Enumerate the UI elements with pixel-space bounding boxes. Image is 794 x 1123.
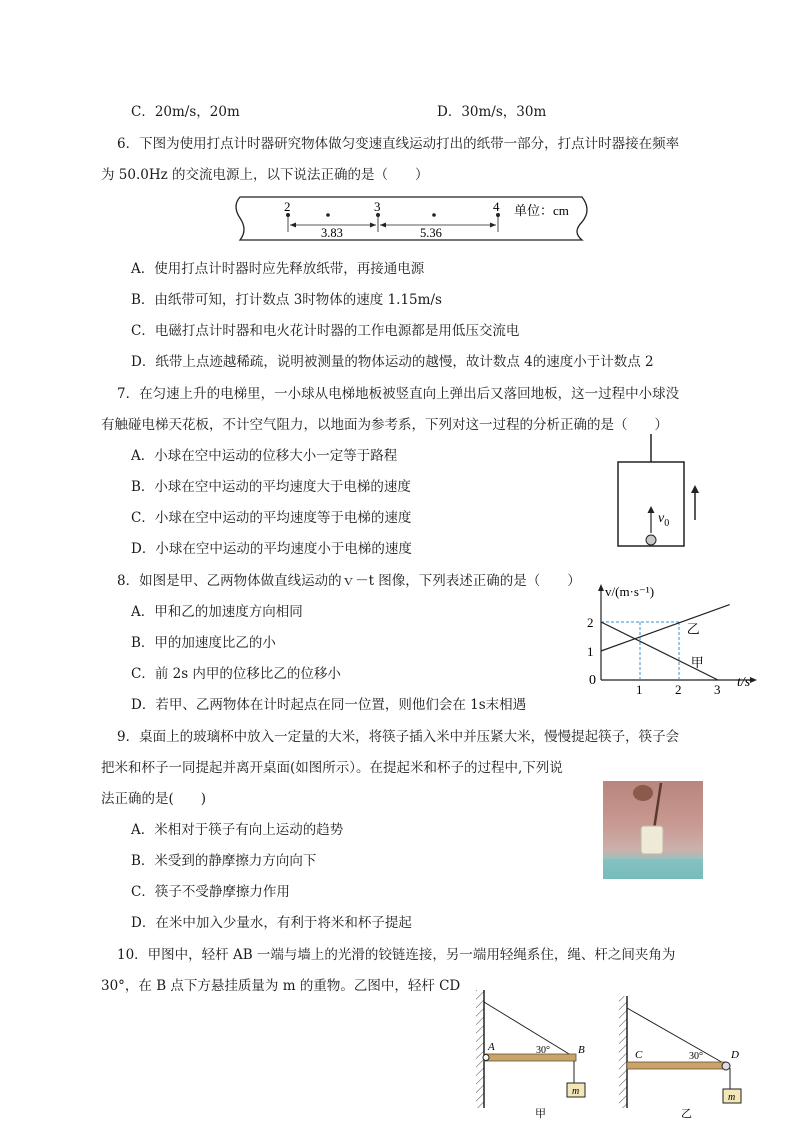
q8-option-c: C．前 2s 内甲的位移比乙的位移小 (131, 666, 341, 682)
q9-option-c: C．筷子不受静摩擦力作用 (131, 884, 290, 900)
table-surface (603, 859, 703, 879)
q7-option-b: B．小球在空中运动的平均速度大于电梯的速度 (131, 479, 411, 495)
q9-option-d: D．在米中加入少量水，有利于将米和杯子提起 (131, 915, 412, 931)
chopstick-rice-photo (603, 781, 703, 879)
series-label-jia: 甲 (690, 654, 704, 670)
q7-option-c: C．小球在空中运动的平均速度等于电梯的速度 (131, 510, 412, 526)
series-line-jia (601, 622, 718, 680)
tape-distance-1: 3.83 (321, 226, 343, 240)
q6-option-c: C．电磁打点计时器和电火花计时器的工作电源都是用低压交流电 (131, 323, 520, 339)
series-line-yi (601, 605, 730, 651)
glass-with-rice (641, 826, 663, 854)
q6-stem-line2: 为 50.0Hz 的交流电源上，以下说法正确的是（ ） (101, 167, 429, 183)
label-c: C (635, 1049, 643, 1061)
wall-hatch (476, 990, 484, 1108)
paper-tape-figure (230, 192, 590, 244)
tape-point-3: 3 (374, 199, 381, 214)
q10-stem-line2: 30°，在 B 点下方悬挂质量为 m 的重物。乙图中，轻杆 CD (101, 978, 461, 994)
rod-cd (627, 1062, 725, 1069)
wall-hatch (619, 996, 627, 1108)
ball (646, 535, 656, 545)
y-tick-label: 1 (587, 644, 594, 659)
q5-option-c: C．20m/s，20m (131, 104, 240, 120)
hinge (483, 1055, 489, 1061)
q7-option-a: A．小球在空中运动的位移大小一定等于路程 (131, 448, 398, 464)
x-tick-label: 1 (636, 682, 643, 694)
label-a: A (488, 1041, 495, 1053)
q5-option-d: D．30m/s，30m (437, 104, 547, 120)
q8-option-d: D．若甲、乙两物体在计时起点在同一位置，则他们会在 1s末相遇 (131, 697, 527, 713)
vt-graph (585, 582, 765, 694)
tape-point-2: 2 (284, 199, 291, 214)
y-axis-label: v/(m·s⁻¹) (605, 584, 655, 599)
origin-label: 0 (589, 673, 596, 688)
label-d: D (731, 1049, 739, 1061)
q8-option-a: A．甲和乙的加速度方向相同 (131, 604, 303, 620)
v0-label: $v_0$ (658, 511, 670, 529)
q6-option-a: A．使用打点计时器时应先释放纸带，再接通电源 (131, 261, 425, 277)
figure-yi (615, 988, 750, 1123)
figure-jia (470, 988, 600, 1123)
rod-ab (484, 1054, 576, 1061)
q9-option-b: B．米受到的静摩擦力方向向下 (131, 853, 317, 869)
series-label-yi: 乙 (686, 621, 700, 637)
mass-label: m (728, 1092, 736, 1103)
q9-option-a: A．米相对于筷子有向上运动的趋势 (131, 822, 344, 838)
tape-point-4: 4 (493, 199, 500, 214)
q8-stem: 8．如图是甲、乙两物体做直线运动的ｖ－t 图像，下列表述正确的是（ ） (117, 573, 581, 589)
caption-yi: 乙 (681, 1108, 692, 1120)
angle-label: 30° (689, 1051, 703, 1062)
q6-stem-line1: 6．下图为使用打点计时器研究物体做匀变速直线运动打出的纸带一部分，打点计时器接在频率 (117, 136, 680, 152)
q9-stem-line2: 把米和杯子一同提起并离开桌面(如图所示）。在提起米和杯子的过程中,下列说 (101, 760, 563, 776)
x-tick-label: 2 (675, 682, 682, 694)
y-tick-label: 2 (587, 615, 594, 630)
photo-illustration (603, 781, 703, 879)
x-axis-label: t/s (737, 675, 751, 690)
rope (484, 1002, 574, 1057)
angle-label: 30° (536, 1045, 550, 1056)
q9-stem-line3: 法正确的是( ) (101, 791, 207, 807)
q6-option-d: D．纸带上点迹越稀疏，说明被测量的物体运动的越慢，故计数点 4的速度小于计数点 2 (131, 354, 654, 370)
q10-stem-line1: 10．甲图中，轻杆 AB 一端与墙上的光滑的铰链连接，另一端用轻绳系住，绳、杆之间夹角为 (117, 947, 676, 963)
q7-option-d: D．小球在空中运动的平均速度小于电梯的速度 (131, 541, 412, 557)
x-tick-label: 3 (714, 682, 721, 694)
q7-stem-line2: 有触碰电梯天花板，不计空气阻力，以地面为参考系，下列对这一过程的分析正确的是（ ） (101, 417, 668, 433)
caption-jia: 甲 (535, 1108, 546, 1120)
q9-stem-line1: 9．桌面上的玻璃杯中放入一定量的大米，将筷子插入米中并压紧大米，慢慢提起筷子，筷子会 (117, 729, 680, 745)
tape-dot (432, 213, 436, 217)
tape-distance-2: 5.36 (420, 226, 442, 240)
pulley (722, 1062, 730, 1070)
q7-stem-line1: 7．在匀速上升的电梯里，一小球从电梯地板被竖直向上弹出后又落回地板，这一过程中小球没 (117, 386, 680, 402)
q6-option-b: B．由纸带可知，打计数点 3时物体的速度 1.15m/s (131, 292, 442, 308)
elevator-car (618, 462, 684, 546)
tape-unit-label: 单位：cm (514, 203, 569, 218)
elevator-figure (608, 432, 718, 552)
hand (633, 785, 653, 801)
tape-dot (326, 213, 330, 217)
label-b: B (578, 1044, 585, 1056)
mass-label: m (572, 1086, 580, 1097)
q8-option-b: B．甲的加速度比乙的小 (131, 635, 276, 651)
